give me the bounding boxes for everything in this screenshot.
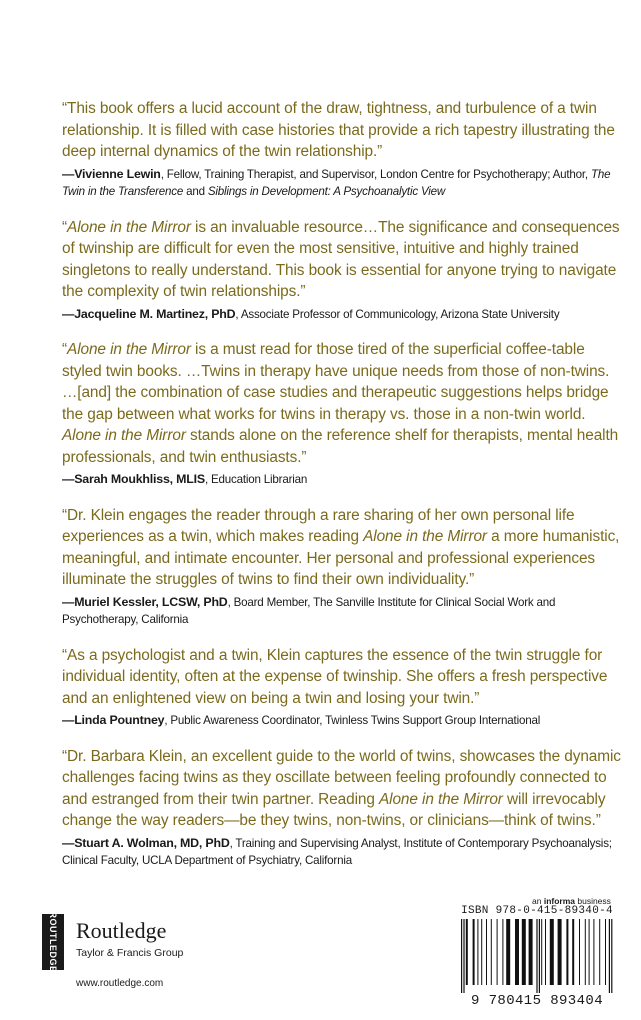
testimonial-attribution bbox=[62, 594, 622, 629]
testimonial-attribution bbox=[62, 712, 622, 730]
reviewer-affiliation: , Public Awareness Coordinator, Twinless Twins Support Group International bbox=[164, 714, 541, 727]
barcode-bar bbox=[486, 919, 487, 985]
barcode-bar bbox=[522, 919, 526, 985]
testimonial-attribution bbox=[62, 835, 622, 870]
book-title: Alone in the Mirror bbox=[62, 427, 186, 444]
testimonial-quote bbox=[62, 98, 622, 163]
quote-text: is a must read for those tired of the superficial coffee-table styled twin books. …Twins in therapy have unique needs from those of non-twins. …[and] the combination of case studies and therapeutic suggestions helps bridge the gap between what works for twins in therapy vs. those in a non-twin world. bbox=[62, 341, 610, 423]
barcode-bar bbox=[536, 919, 537, 993]
barcode-bar bbox=[605, 919, 606, 985]
testimonial-quote bbox=[62, 339, 622, 468]
testimonial-block bbox=[62, 339, 622, 489]
reviewer-affiliation: , Board Member, The Sanville Institute for Clinical Social Work and Psychotherapy, California bbox=[62, 595, 556, 626]
testimonial-block bbox=[62, 505, 622, 629]
quote-text: is an invaluable resource…The significance and consequences of twinship are difficult for even the most sensitive, intuitive and highly trained singletons to really understand. This book is essential for anyone trying to navigate the complexity of twin relationships.” bbox=[62, 218, 620, 300]
testimonial-block bbox=[62, 746, 622, 870]
quote-text: “Dr. Barbara Klein, an excellent guide to the world of twins, showcases the dynamic challenges facing twins as they oscillate between feeling profoundly connected to and estranged from their twin partner. Reading bbox=[62, 747, 621, 808]
barcode-bar bbox=[497, 919, 498, 985]
reviewer-name: —Linda Pountney bbox=[62, 713, 165, 727]
barcode-bar bbox=[541, 919, 542, 985]
publisher-logo bbox=[42, 911, 242, 989]
quote-text: stands alone on the reference shelf for therapists, mental health professionals, and twin enthusiasts.” bbox=[62, 427, 619, 466]
barcode-bar bbox=[558, 919, 562, 985]
publisher-subtitle: Taylor & Francis Group bbox=[76, 947, 184, 959]
barcode-graphic bbox=[459, 919, 615, 993]
book-title: Alone in the Mirror bbox=[378, 790, 503, 808]
reviewer-affiliation: , Education Librarian bbox=[204, 473, 308, 486]
testimonial-block bbox=[62, 98, 622, 201]
testimonial-block bbox=[62, 217, 622, 324]
routledge-mark-icon bbox=[42, 911, 64, 973]
informa-brand: informa bbox=[543, 896, 575, 906]
barcode-bar bbox=[572, 919, 574, 985]
barcode-bar bbox=[461, 919, 462, 993]
isbn-label: ISBN 978-0-415-89340-4 bbox=[461, 905, 613, 917]
barcode-bar bbox=[539, 919, 540, 993]
book-title: Alone in the Mirror bbox=[67, 341, 191, 358]
barcode-bar bbox=[463, 919, 464, 993]
quote-text: will irrevocably change the way readers—be they twins, non-twins, or clinicians—think of twins.” bbox=[62, 790, 606, 829]
reviewer-name: —Vivienne Lewin bbox=[62, 166, 161, 181]
reviewer-name: —Jacqueline M. Martinez, PhD bbox=[62, 306, 236, 321]
reviewer-affiliation: , Training and Supervising Analyst, Institute of Contemporary Psychoanalysis; Clinical Faculty, UCLA Department of Psychiatry, California bbox=[62, 836, 612, 867]
reviewer-name: —Sarah Moukhliss, MLIS bbox=[62, 472, 205, 486]
barcode-bar bbox=[566, 919, 568, 985]
testimonial-quote bbox=[62, 217, 622, 303]
book-title: Alone in the Mirror bbox=[363, 528, 487, 545]
barcode-bar bbox=[611, 919, 612, 993]
barcode-bar bbox=[593, 919, 594, 985]
barcode-bar bbox=[529, 919, 533, 985]
barcode-bar bbox=[506, 919, 510, 985]
quote-text: “ bbox=[62, 341, 68, 358]
barcode-bar bbox=[491, 919, 492, 985]
quote-text: “This book offers a lucid account of the draw, tightness, and turbulence of a twin relationship. It is filled with case histories that provide a rich tapestry illustrating the deep internal dynamics of the twin relationship.” bbox=[62, 100, 615, 160]
reviewer-affiliation: and bbox=[183, 185, 208, 198]
barcode-bar bbox=[473, 919, 475, 985]
isbn-barcode bbox=[451, 905, 623, 1011]
informa-suffix: business bbox=[575, 896, 611, 906]
barcode-bar bbox=[545, 919, 546, 985]
quote-text: “ bbox=[62, 218, 68, 236]
barcode-bar bbox=[589, 919, 590, 985]
informa-prefix: an bbox=[532, 896, 544, 906]
book-title: The Twin in the Transference bbox=[62, 167, 611, 198]
testimonial-attribution bbox=[62, 306, 622, 324]
barcode-bar bbox=[609, 919, 610, 993]
quote-text: “Dr. Klein engages the reader through a rare sharing of her own personal life experiences as a twin, which makes reading bbox=[62, 506, 575, 545]
quote-text: a more humanistic, meaningful, and intimate encounter. Her personal and professional experiences illuminate the struggles of twins to find their own individuality.” bbox=[62, 528, 620, 588]
publisher-mark-text: ROUTLEDGE bbox=[48, 911, 58, 973]
barcode-bar bbox=[466, 919, 468, 985]
testimonial-attribution bbox=[62, 471, 622, 489]
reviewer-name: —Muriel Kessler, LCSW, PhD bbox=[62, 594, 228, 609]
barcode-bar bbox=[599, 919, 600, 985]
publisher-website: www.routledge.com bbox=[76, 978, 164, 989]
barcode-bar bbox=[502, 919, 503, 985]
publisher-name: Routledge bbox=[76, 918, 167, 943]
book-title: Alone in the Mirror bbox=[67, 218, 191, 236]
testimonial-quote bbox=[62, 746, 622, 832]
barcode-bar bbox=[515, 919, 519, 985]
testimonial-attribution bbox=[62, 166, 622, 201]
barcode-bar bbox=[585, 919, 586, 985]
testimonial-quote bbox=[62, 645, 622, 710]
quotes-section bbox=[62, 98, 622, 886]
reviewer-affiliation: , Fellow, Training Therapist, and Supervisor, London Centre for Psychotherapy; Author, bbox=[160, 167, 591, 181]
barcode-bar bbox=[481, 919, 482, 985]
testimonial-quote bbox=[62, 505, 622, 591]
barcode-bar bbox=[477, 919, 478, 985]
barcode-bar bbox=[550, 919, 554, 985]
barcode-bar bbox=[579, 919, 580, 985]
book-title: Siblings in Development: A Psychoanalytic View bbox=[207, 185, 446, 198]
reviewer-name: —Stuart A. Wolman, MD, PhD bbox=[62, 835, 230, 850]
barcode-digits: 9 780415 893404 bbox=[470, 993, 604, 1009]
testimonial-block bbox=[62, 645, 622, 730]
reviewer-affiliation: , Associate Professor of Communicology, Arizona State University bbox=[235, 307, 560, 321]
quote-text: “As a psychologist and a twin, Klein captures the essence of the twin struggle for individual identity, often at the expense of twinship. She offers a fresh perspective and an enlightened view on being a twin and losing your twin.” bbox=[62, 646, 608, 707]
